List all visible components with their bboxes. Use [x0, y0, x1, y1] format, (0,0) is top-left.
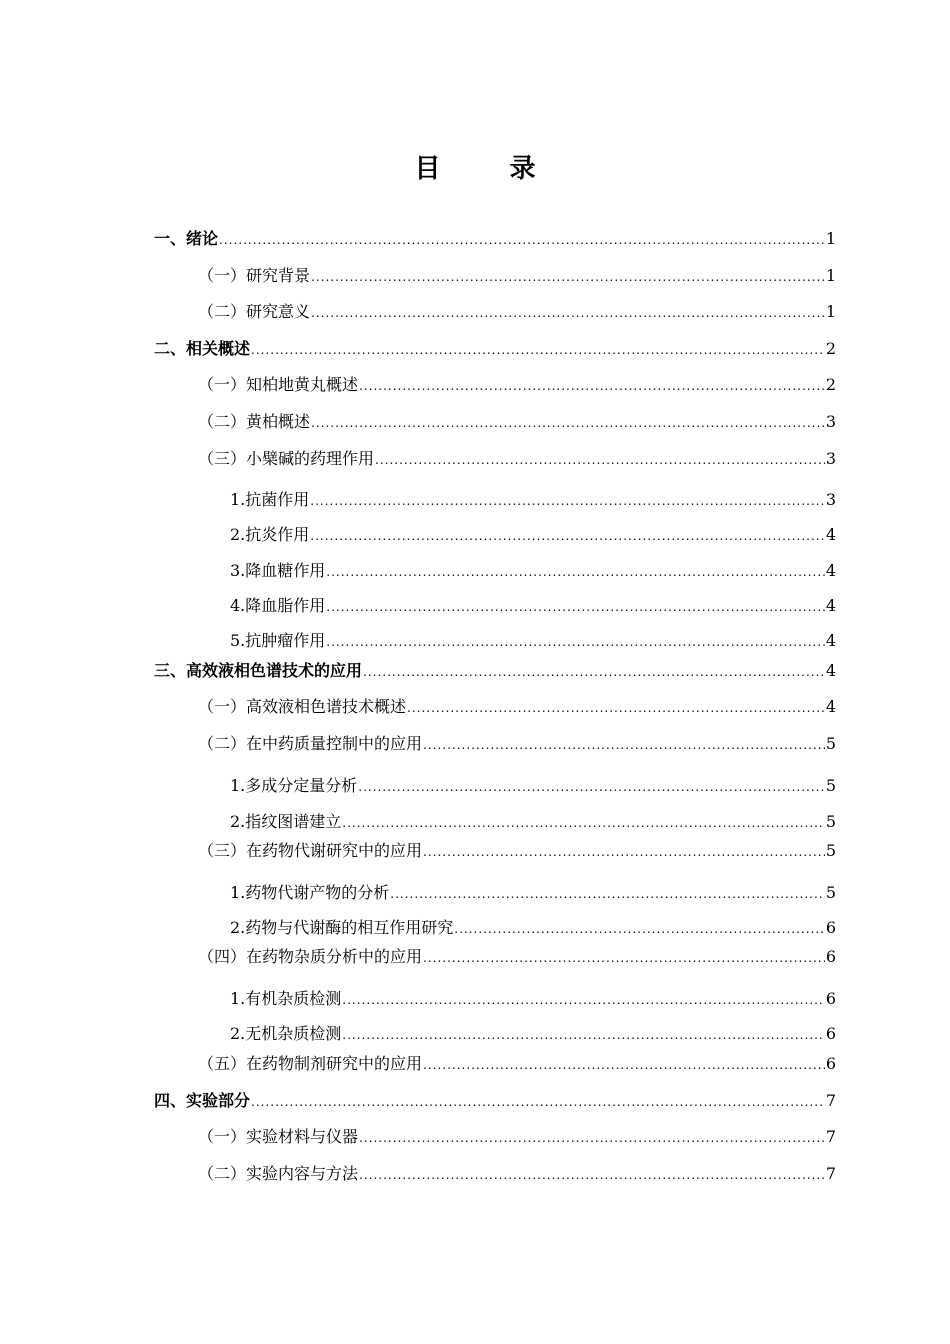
toc-entry-label: （二）黄柏概述: [198, 412, 311, 431]
toc-entry-section[interactable]: [198, 1125, 836, 1149]
toc-entry-section[interactable]: [198, 373, 836, 397]
dot-leader: [342, 1023, 825, 1047]
dot-leader: [423, 946, 825, 970]
toc-title: 目 录: [414, 154, 566, 184]
toc-page-number: 5: [825, 812, 836, 831]
toc-page-number: 3: [825, 412, 836, 431]
dot-leader: [359, 1126, 825, 1150]
dot-leader: [251, 1090, 825, 1114]
toc-entry-subsection[interactable]: [230, 523, 836, 547]
dot-leader: [423, 840, 825, 864]
toc-page-number: 2: [825, 339, 836, 358]
dot-leader: [311, 301, 825, 325]
toc-page-number: 4: [825, 631, 836, 650]
toc-entry-label: 2.药物与代谢酶的相互作用研究: [230, 918, 454, 937]
toc-page-number: 6: [825, 918, 836, 937]
dot-leader: [359, 1163, 825, 1187]
dot-leader: [326, 560, 825, 584]
toc-entry-section[interactable]: [198, 732, 836, 756]
toc-entry-section[interactable]: [198, 695, 836, 719]
toc-entry-subsection[interactable]: [230, 774, 836, 798]
dot-leader: [375, 448, 825, 472]
toc-entry-subsection[interactable]: [230, 987, 836, 1011]
toc-entry-subsection[interactable]: [230, 594, 836, 618]
toc-entry-chapter-1[interactable]: [154, 227, 836, 251]
toc-entry-label: （一）高效液相色谱技术概述: [198, 697, 407, 716]
toc-page-number: 6: [825, 1024, 836, 1043]
dot-leader: [363, 660, 825, 684]
toc-page-number: 5: [825, 841, 836, 860]
toc-entry-section[interactable]: [198, 410, 836, 434]
toc-page-number: 3: [825, 490, 836, 509]
toc-entry-chapter-4[interactable]: [154, 1089, 836, 1113]
dot-leader: [219, 228, 825, 252]
toc-entry-section[interactable]: [198, 1052, 836, 1076]
toc-entry-section[interactable]: [198, 264, 836, 288]
dot-leader: [359, 374, 825, 398]
toc-entry-label: 一、绪论: [154, 229, 219, 248]
toc-page-number: 1: [825, 266, 836, 285]
toc-entry-label: （一）实验材料与仪器: [198, 1127, 359, 1146]
dot-leader: [423, 1053, 825, 1077]
toc-entry-subsection[interactable]: [230, 1022, 836, 1046]
toc-entry-subsection[interactable]: [230, 916, 836, 940]
dot-leader: [358, 775, 825, 799]
toc-page-number: 5: [825, 734, 836, 753]
toc-entry-section[interactable]: [198, 945, 836, 969]
toc-entry-label: 四、实验部分: [154, 1091, 251, 1110]
toc-page-number: 5: [825, 883, 836, 902]
toc-entry-label: 1.抗菌作用: [230, 490, 310, 509]
toc-entry-label: 1.多成分定量分析: [230, 776, 358, 795]
toc-entry-section[interactable]: [198, 300, 836, 324]
toc-entry-label: 2.无机杂质检测: [230, 1024, 342, 1043]
toc-page-number: 6: [825, 989, 836, 1008]
toc-entry-subsection[interactable]: [230, 810, 836, 834]
toc-entry-chapter-3[interactable]: [154, 659, 836, 683]
toc-entry-label: 三、高效液相色谱技术的应用: [154, 661, 363, 680]
toc-entry-label: 3.降血糖作用: [230, 561, 326, 580]
toc-page-number: 6: [825, 947, 836, 966]
toc-entry-label: （二）在中药质量控制中的应用: [198, 734, 423, 753]
dot-leader: [326, 595, 825, 619]
toc-page-number: 4: [825, 561, 836, 580]
toc-page-number: 4: [825, 697, 836, 716]
toc-entry-label: 2.抗炎作用: [230, 525, 310, 544]
toc-entry-label: （一）知柏地黄丸概述: [198, 375, 359, 394]
dot-leader: [311, 265, 825, 289]
toc-page-number: 4: [825, 525, 836, 544]
toc-page-number: 7: [825, 1164, 836, 1183]
dot-leader: [407, 696, 825, 720]
toc-page-number: 2: [825, 375, 836, 394]
toc-entry-chapter-2[interactable]: [154, 337, 836, 361]
toc-page-number: 7: [825, 1127, 836, 1146]
toc-page-number: 1: [825, 302, 836, 321]
toc-entry-label: 4.降血脂作用: [230, 596, 326, 615]
toc-entry-subsection[interactable]: [230, 488, 836, 512]
toc-entry-subsection[interactable]: [230, 881, 836, 905]
dot-leader: [390, 882, 825, 906]
dot-leader: [454, 917, 825, 941]
dot-leader: [423, 733, 825, 757]
toc-page-number: 5: [825, 776, 836, 795]
toc-page-number: 6: [825, 1054, 836, 1073]
dot-leader: [310, 489, 825, 513]
dot-leader: [342, 811, 825, 835]
dot-leader: [311, 411, 825, 435]
toc-entry-label: （三）小檗碱的药理作用: [198, 449, 375, 468]
toc-entry-subsection[interactable]: [230, 629, 836, 653]
dot-leader: [342, 988, 825, 1012]
toc-page-number: 3: [825, 449, 836, 468]
dot-leader: [310, 524, 825, 548]
toc-entry-label: 1.药物代谢产物的分析: [230, 883, 390, 902]
toc-page-number: 4: [825, 661, 836, 680]
toc-entry-label: 二、相关概述: [154, 339, 251, 358]
toc-page-number: 7: [825, 1091, 836, 1110]
toc-entry-subsection[interactable]: [230, 559, 836, 583]
toc-entry-section[interactable]: [198, 447, 836, 471]
toc-page-number: 1: [825, 229, 836, 248]
toc-entry-label: （四）在药物杂质分析中的应用: [198, 947, 423, 966]
toc-page-number: 4: [825, 596, 836, 615]
toc-entry-label: 5.抗肿瘤作用: [230, 631, 326, 650]
dot-leader: [326, 630, 825, 654]
toc-entry-label: （一）研究背景: [198, 266, 311, 285]
toc-entry-label: 1.有机杂质检测: [230, 989, 342, 1008]
toc-entry-label: 2.指纹图谱建立: [230, 812, 342, 831]
toc-entry-label: （二）研究意义: [198, 302, 311, 321]
toc-entry-label: （五）在药物制剂研究中的应用: [198, 1054, 423, 1073]
toc-entry-label: （三）在药物代谢研究中的应用: [198, 841, 423, 860]
toc-entry-label: （二）实验内容与方法: [198, 1164, 359, 1183]
toc-entry-section[interactable]: [198, 839, 836, 863]
toc-entry-section[interactable]: [198, 1162, 836, 1186]
dot-leader: [251, 338, 825, 362]
